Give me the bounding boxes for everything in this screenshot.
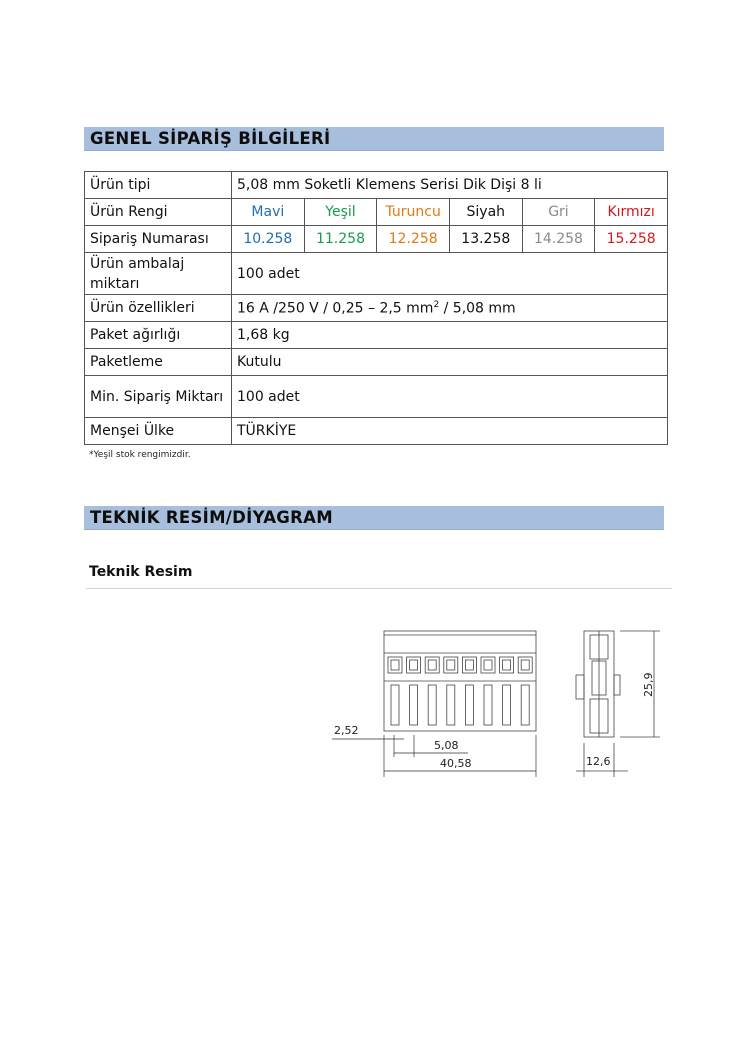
terminal-window [481,657,495,673]
table-row-origin [85,418,668,445]
dim-length: 40,58 [440,757,472,770]
packaging-label: Ürün ambalaj miktarı [85,253,232,295]
color-name-gri: Gri [522,199,595,226]
terminal-window [388,657,402,673]
color-name-turuncu: Turuncu [377,199,450,226]
order-info-table [84,171,668,445]
order-number-turuncu: 12.258 [377,226,450,253]
terminal-window [407,657,421,673]
features-value-main: 16 A /250 V / 0,25 – 2,5 mm [237,300,434,317]
front-view [384,631,536,731]
terminal-window-inner [410,660,418,670]
terminal-window-inner [428,660,436,670]
terminal-window [500,657,514,673]
origin-value: TÜRKİYE [232,418,668,445]
table-row-packaging [85,253,668,295]
order-number-mavi: 10.258 [232,226,305,253]
order-number-siyah: 13.258 [449,226,522,253]
terminal-window [425,657,439,673]
terminal-pin [503,685,511,725]
terminal-pin [410,685,418,725]
terminal-pin [484,685,492,725]
weight-value: 1,68 kg [232,322,668,349]
dim-offset: 2,52 [334,724,359,737]
weight-label: Paket ağırlığı [85,322,232,349]
terminal-pin [391,685,399,725]
dim-height: 25,9 [642,672,655,697]
pack-value: Kutulu [232,349,668,376]
table-row-features [85,295,668,322]
table-row-product-type [85,172,668,199]
terminal-windows [388,657,532,725]
color-name-siyah: Siyah [449,199,522,226]
color-label: Ürün Rengi [85,199,232,226]
color-name-yesil: Yeşil [304,199,377,226]
origin-label: Menşei Ülke [85,418,232,445]
packaging-value: 100 adet [232,253,668,295]
table-row-pack [85,349,668,376]
technical-drawing-subheading: Teknik Resim [89,564,193,580]
terminal-window-inner [465,660,473,670]
order-number-kirmizi: 15.258 [595,226,668,253]
technical-drawing [328,625,668,785]
table-row-weight [85,322,668,349]
terminal-pin [428,685,436,725]
pack-label: Paketleme [85,349,232,376]
stock-note: *Yeşil stok rengimizdir. [89,450,191,460]
order-number-yesil: 11.258 [304,226,377,253]
order-number-gri: 14.258 [522,226,595,253]
section-title-technical: TEKNİK RESİM/DİYAGRAM [84,506,664,530]
terminal-window [518,657,532,673]
terminal-pin [521,685,529,725]
features-value-tail: / 5,08 mm [439,300,516,317]
order-number-label: Sipariş Numarası [85,226,232,253]
table-row-min-order [85,376,668,418]
dim-depth: 12,6 [586,755,611,768]
terminal-window-inner [484,660,492,670]
terminal-pin [447,685,455,725]
features-value [232,295,668,322]
color-name-kirmizi: Kırmızı [595,199,668,226]
terminal-pin [465,685,473,725]
subheading-divider [86,588,672,589]
table-row-colors [85,199,668,226]
features-label: Ürün özellikleri [85,295,232,322]
terminal-window [462,657,476,673]
product-type-value: 5,08 mm Soketli Klemens Serisi Dik Dişi 8 li [232,172,668,199]
terminal-window-inner [503,660,511,670]
table-row-order-numbers [85,226,668,253]
terminal-window-inner [521,660,529,670]
product-type-label: Ürün tipi [85,172,232,199]
terminal-window-inner [447,660,455,670]
section-title-general: GENEL SİPARİŞ BİLGİLERİ [84,127,664,151]
min-order-label: Min. Sipariş Miktarı [85,376,232,418]
terminal-window-inner [391,660,399,670]
min-order-value: 100 adet [232,376,668,418]
dim-pitch: 5,08 [434,739,459,752]
color-name-mavi: Mavi [232,199,305,226]
features-value-superscript: 2 [433,299,440,310]
terminal-window [444,657,458,673]
